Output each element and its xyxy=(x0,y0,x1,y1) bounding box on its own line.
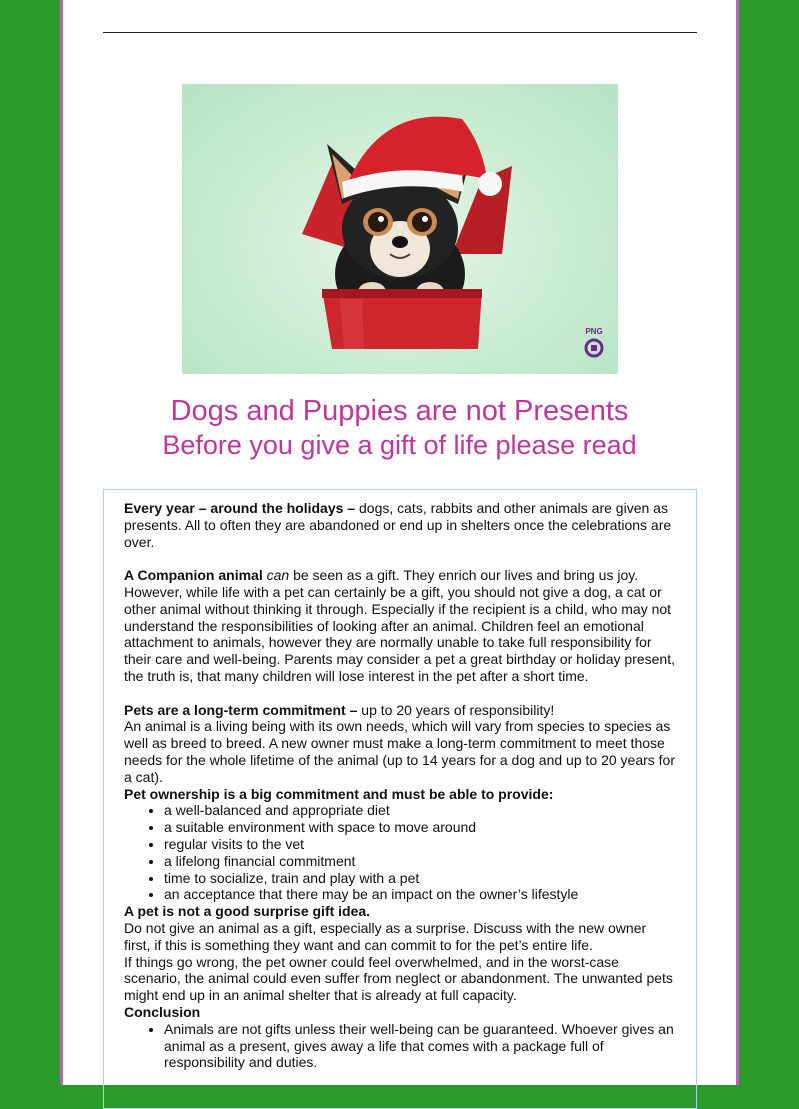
commitment-heading xyxy=(124,702,676,719)
companion-lead: A Companion animal xyxy=(124,567,263,584)
list-item: • an acceptance that there may be an impact on the owner’s lifestyle xyxy=(164,886,676,903)
conclusion-heading-text: Conclusion xyxy=(124,1003,201,1020)
top-divider xyxy=(103,32,697,33)
heading-block xyxy=(63,394,736,462)
surprise-paragraph-2: If things go wrong, the pet owner could feel overwhelmed, and in the worst-case scenario, the animal could even suffer from neglect or abandonment. The unwanted pets might end up in an animal shelter that is already at full capacity. xyxy=(124,953,673,1004)
companion-text: be seen as a gift. They enrich our lives and bring us joy. However, while life with a pet can certainly be a gift, you should not give a dog, a cat or other animal without thinking it through. Especially if the recipient is a child, who may not understand the responsibilities of looking after an animal. Children feel an emotional attachment to animals, however they are normally unable to take full responsibility for their care and well-being. Parents may consider a pet a great birthday or holiday present, the truth is, that many children will lose interest in the pet after a short time. xyxy=(124,567,675,684)
list-item: • Animals are not gifts unless their well-being can be guaranteed. Whoever gives an animal as a present, gives away a life that comes with a package full of responsibility and duties. xyxy=(164,1021,676,1071)
ownership-heading-text: Pet ownership is a big commitment and must be able to provide: xyxy=(124,785,554,802)
article-box xyxy=(103,489,697,1109)
page-subtitle: Before you give a gift of life please read xyxy=(162,430,637,460)
intro-paragraph xyxy=(124,500,676,550)
companion-paragraph xyxy=(124,567,676,685)
list-item: • a well-balanced and appropriate diet xyxy=(164,802,676,819)
commitment-text: up to 20 years of responsibility! xyxy=(357,701,555,718)
list-item: • a suitable environment with space to move around xyxy=(164,819,676,836)
dog-nose xyxy=(392,236,408,248)
conclusion-heading xyxy=(124,1004,676,1021)
intro-text: dogs, cats, rabbits and other animals are given as presents. All to often they are abandoned or end up in shelters once the celebrations are over. xyxy=(124,500,672,550)
page-title: Dogs and Puppies are not Presents xyxy=(170,395,629,427)
companion-em: can xyxy=(266,567,290,584)
png-badge-text: PNG xyxy=(585,327,603,336)
surprise-heading-text: A pet is not a good surprise gift idea. xyxy=(124,903,371,920)
dog-eye-right xyxy=(412,212,432,232)
list-item: • time to socialize, train and play with a pet xyxy=(164,870,676,887)
commitment-paragraph: An animal is a living being with its own needs, which will vary from species to species as well as breed to breed. A new owner must make a long-term commitment to meet those needs for the whole lifetime of the animal (up to 14 years for a dog and up to 20 years for a cat). xyxy=(124,718,675,785)
conclusion-list xyxy=(124,1021,676,1071)
dog-eye-left xyxy=(368,212,388,232)
ownership-list xyxy=(124,802,676,903)
list-item: • regular visits to the vet xyxy=(164,836,676,853)
list-item: • a lifelong financial commitment xyxy=(164,853,676,870)
surprise-heading xyxy=(124,903,676,920)
surprise-paragraph-1: Do not give an animal as a gift, especially as a surprise. Discuss with the new owner first, if this is something they want and can commit to for the pet’s entire life. xyxy=(124,919,647,953)
ownership-heading xyxy=(124,786,676,803)
hero-image xyxy=(182,84,618,374)
santa-hat-pompom xyxy=(478,172,502,196)
commitment-lead: Pets are a long-term commitment – xyxy=(124,701,358,718)
page xyxy=(60,0,739,1085)
intro-lead: Every year – around the holidays – xyxy=(124,500,356,516)
